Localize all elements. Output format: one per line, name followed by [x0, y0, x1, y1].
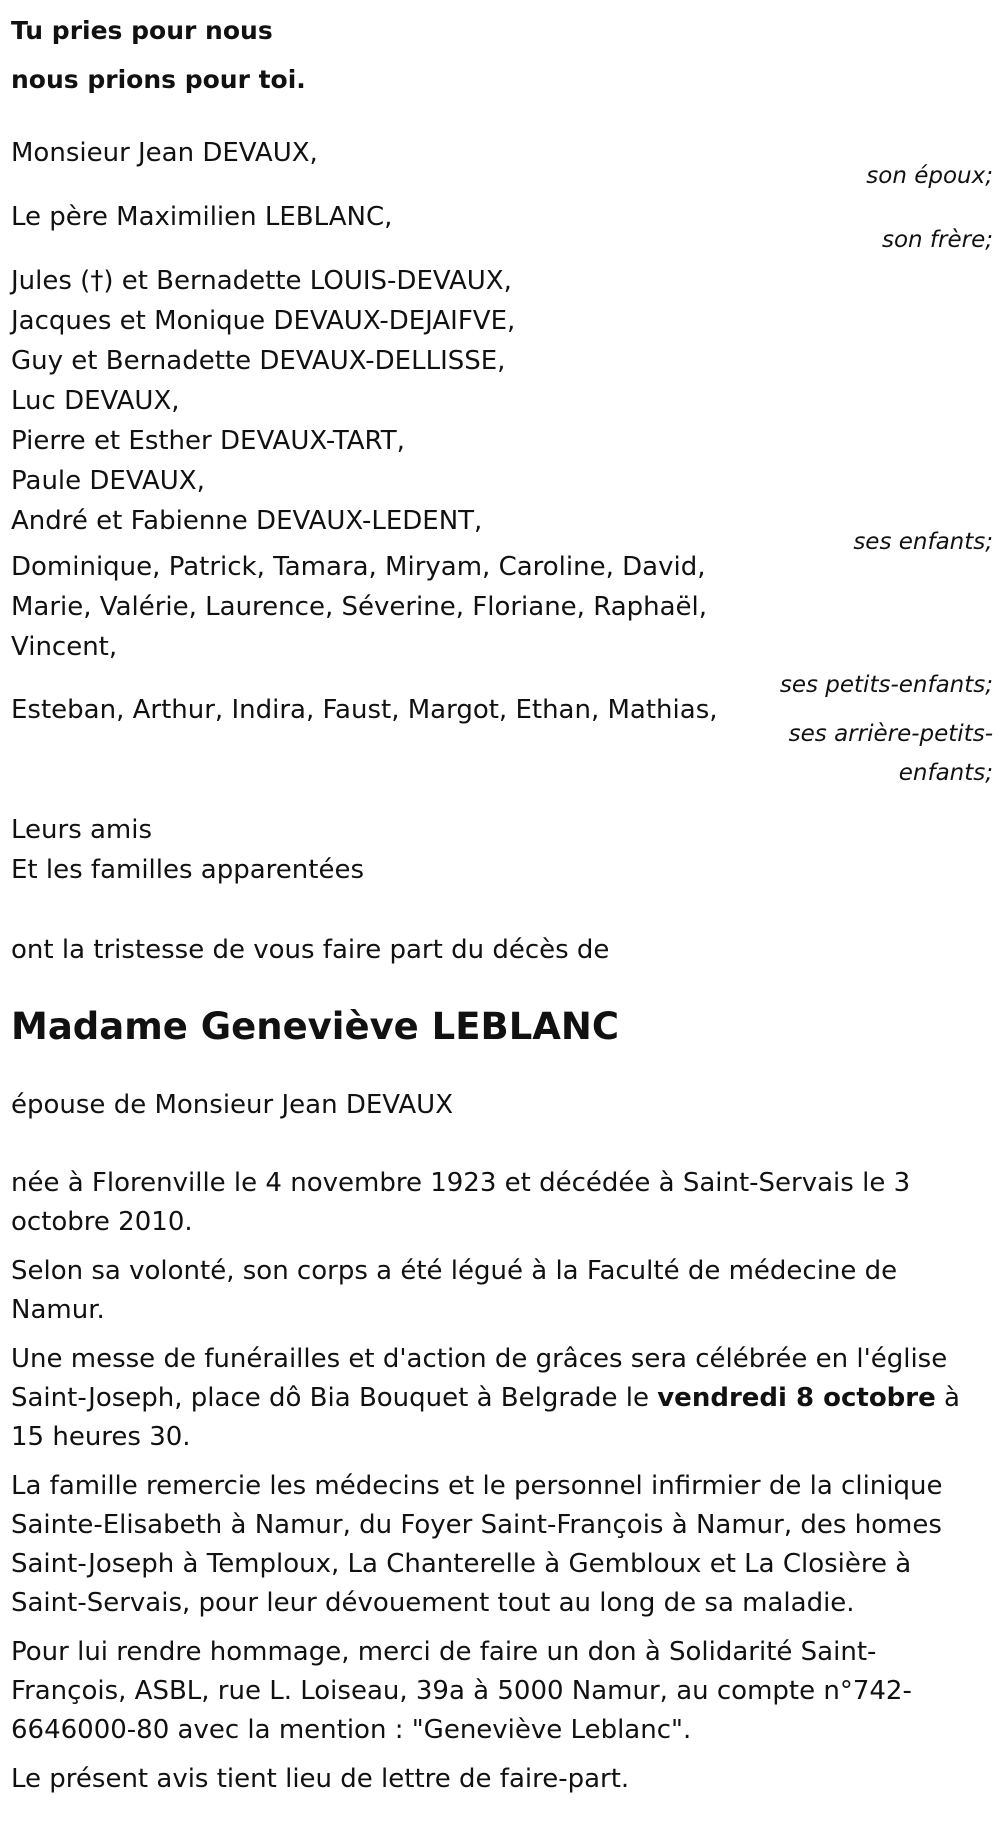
family-name: Dominique, Patrick, Tamara, Miryam, Caroline, David,	[11, 552, 706, 582]
family-name: Pierre et Esther DEVAUX-TART,	[11, 426, 405, 456]
relation-label: son époux;	[866, 163, 993, 189]
family-name: André et Fabienne DEVAUX-LEDENT,	[11, 506, 483, 536]
spouse-line: épouse de Monsieur Jean DEVAUX	[11, 1090, 454, 1120]
family-list	[11, 133, 993, 800]
family-name: Monsieur Jean DEVAUX,	[11, 138, 318, 168]
mass-text-before: Une messe de funérailles et d'action de grâces sera célébrée en l'église Saint-Joseph, place dô Bia Bouquet à Belgrade le	[11, 1344, 948, 1413]
family-group-great-grandchildren	[11, 690, 993, 800]
thanks-paragraph: La famille remercie les médecins et le personnel infirmier de la clinique Sainte-Elisabeth à Namur, du Foyer Saint-François à Namur, des homes Saint-Joseph à Temploux, La Chanterelle à Gembloux et La Closière à Saint-Servais, pour leur dévouement tout au long de sa maladie.	[11, 1471, 943, 1618]
notice-body	[11, 1164, 986, 1809]
birth-death-paragraph: née à Florenville le 4 novembre 1923 et décédée à Saint-Servais le 3 octobre 2010.	[11, 1168, 911, 1237]
family-group-children	[11, 261, 993, 555]
funeral-mass-paragraph	[11, 1340, 986, 1457]
epitaph-line-1: Tu pries pour nous	[11, 16, 273, 45]
mass-text-after: à 15 heures 30.	[11, 1383, 960, 1452]
family-group-spouse	[11, 133, 993, 197]
tribute-paragraph: Pour lui rendre hommage, merci de faire un don à Solidarité Saint-François, ASBL, rue L. Loiseau, 39a à 5000 Namur, au compte n°742-6646000-80 avec la mention : "Geneviève Leblanc".	[11, 1637, 912, 1745]
relation-label: son frère;	[881, 227, 993, 253]
friends-line-1: Leurs amis	[11, 815, 153, 845]
family-name: Jules (†) et Bernadette LOUIS-DEVAUX,	[11, 266, 512, 296]
friends-line-2: Et les familles apparentées	[11, 855, 365, 885]
family-group-grandchildren	[11, 547, 993, 698]
mass-date: vendredi 8 octobre	[657, 1383, 936, 1413]
relation-label: ses arrière-petits-enfants;	[788, 721, 993, 786]
family-name: Le père Maximilien LEBLANC,	[11, 202, 393, 232]
notice-paragraph: Le présent avis tient lieu de lettre de faire-part.	[11, 1764, 630, 1794]
announcement-intro: ont la tristesse de vous faire part du décès de	[11, 935, 610, 965]
friends-block	[11, 810, 364, 890]
family-name: Vincent,	[11, 632, 118, 662]
family-name: Luc DEVAUX,	[11, 386, 180, 416]
family-name: Esteban, Arthur, Indira, Faust, Margot, Ethan, Mathias,	[11, 695, 718, 725]
family-name: Guy et Bernadette DEVAUX-DELLISSE,	[11, 346, 506, 376]
epitaph-line-2: nous prions pour toi.	[11, 65, 306, 94]
family-name: Paule DEVAUX,	[11, 466, 205, 496]
body-donation-paragraph: Selon sa volonté, son corps a été légué à la Faculté de médecine de Namur.	[11, 1256, 898, 1325]
relation-label: ses enfants;	[853, 529, 993, 555]
family-name: Marie, Valérie, Laurence, Séverine, Floriane, Raphaël,	[11, 592, 708, 622]
relation-label: ses petits-enfants;	[779, 672, 993, 698]
family-group-brother	[11, 197, 993, 261]
epitaph	[11, 6, 306, 104]
deceased-name: Madame Geneviève LEBLANC	[11, 1005, 620, 1048]
family-name: Jacques et Monique DEVAUX-DEJAIFVE,	[11, 306, 516, 336]
